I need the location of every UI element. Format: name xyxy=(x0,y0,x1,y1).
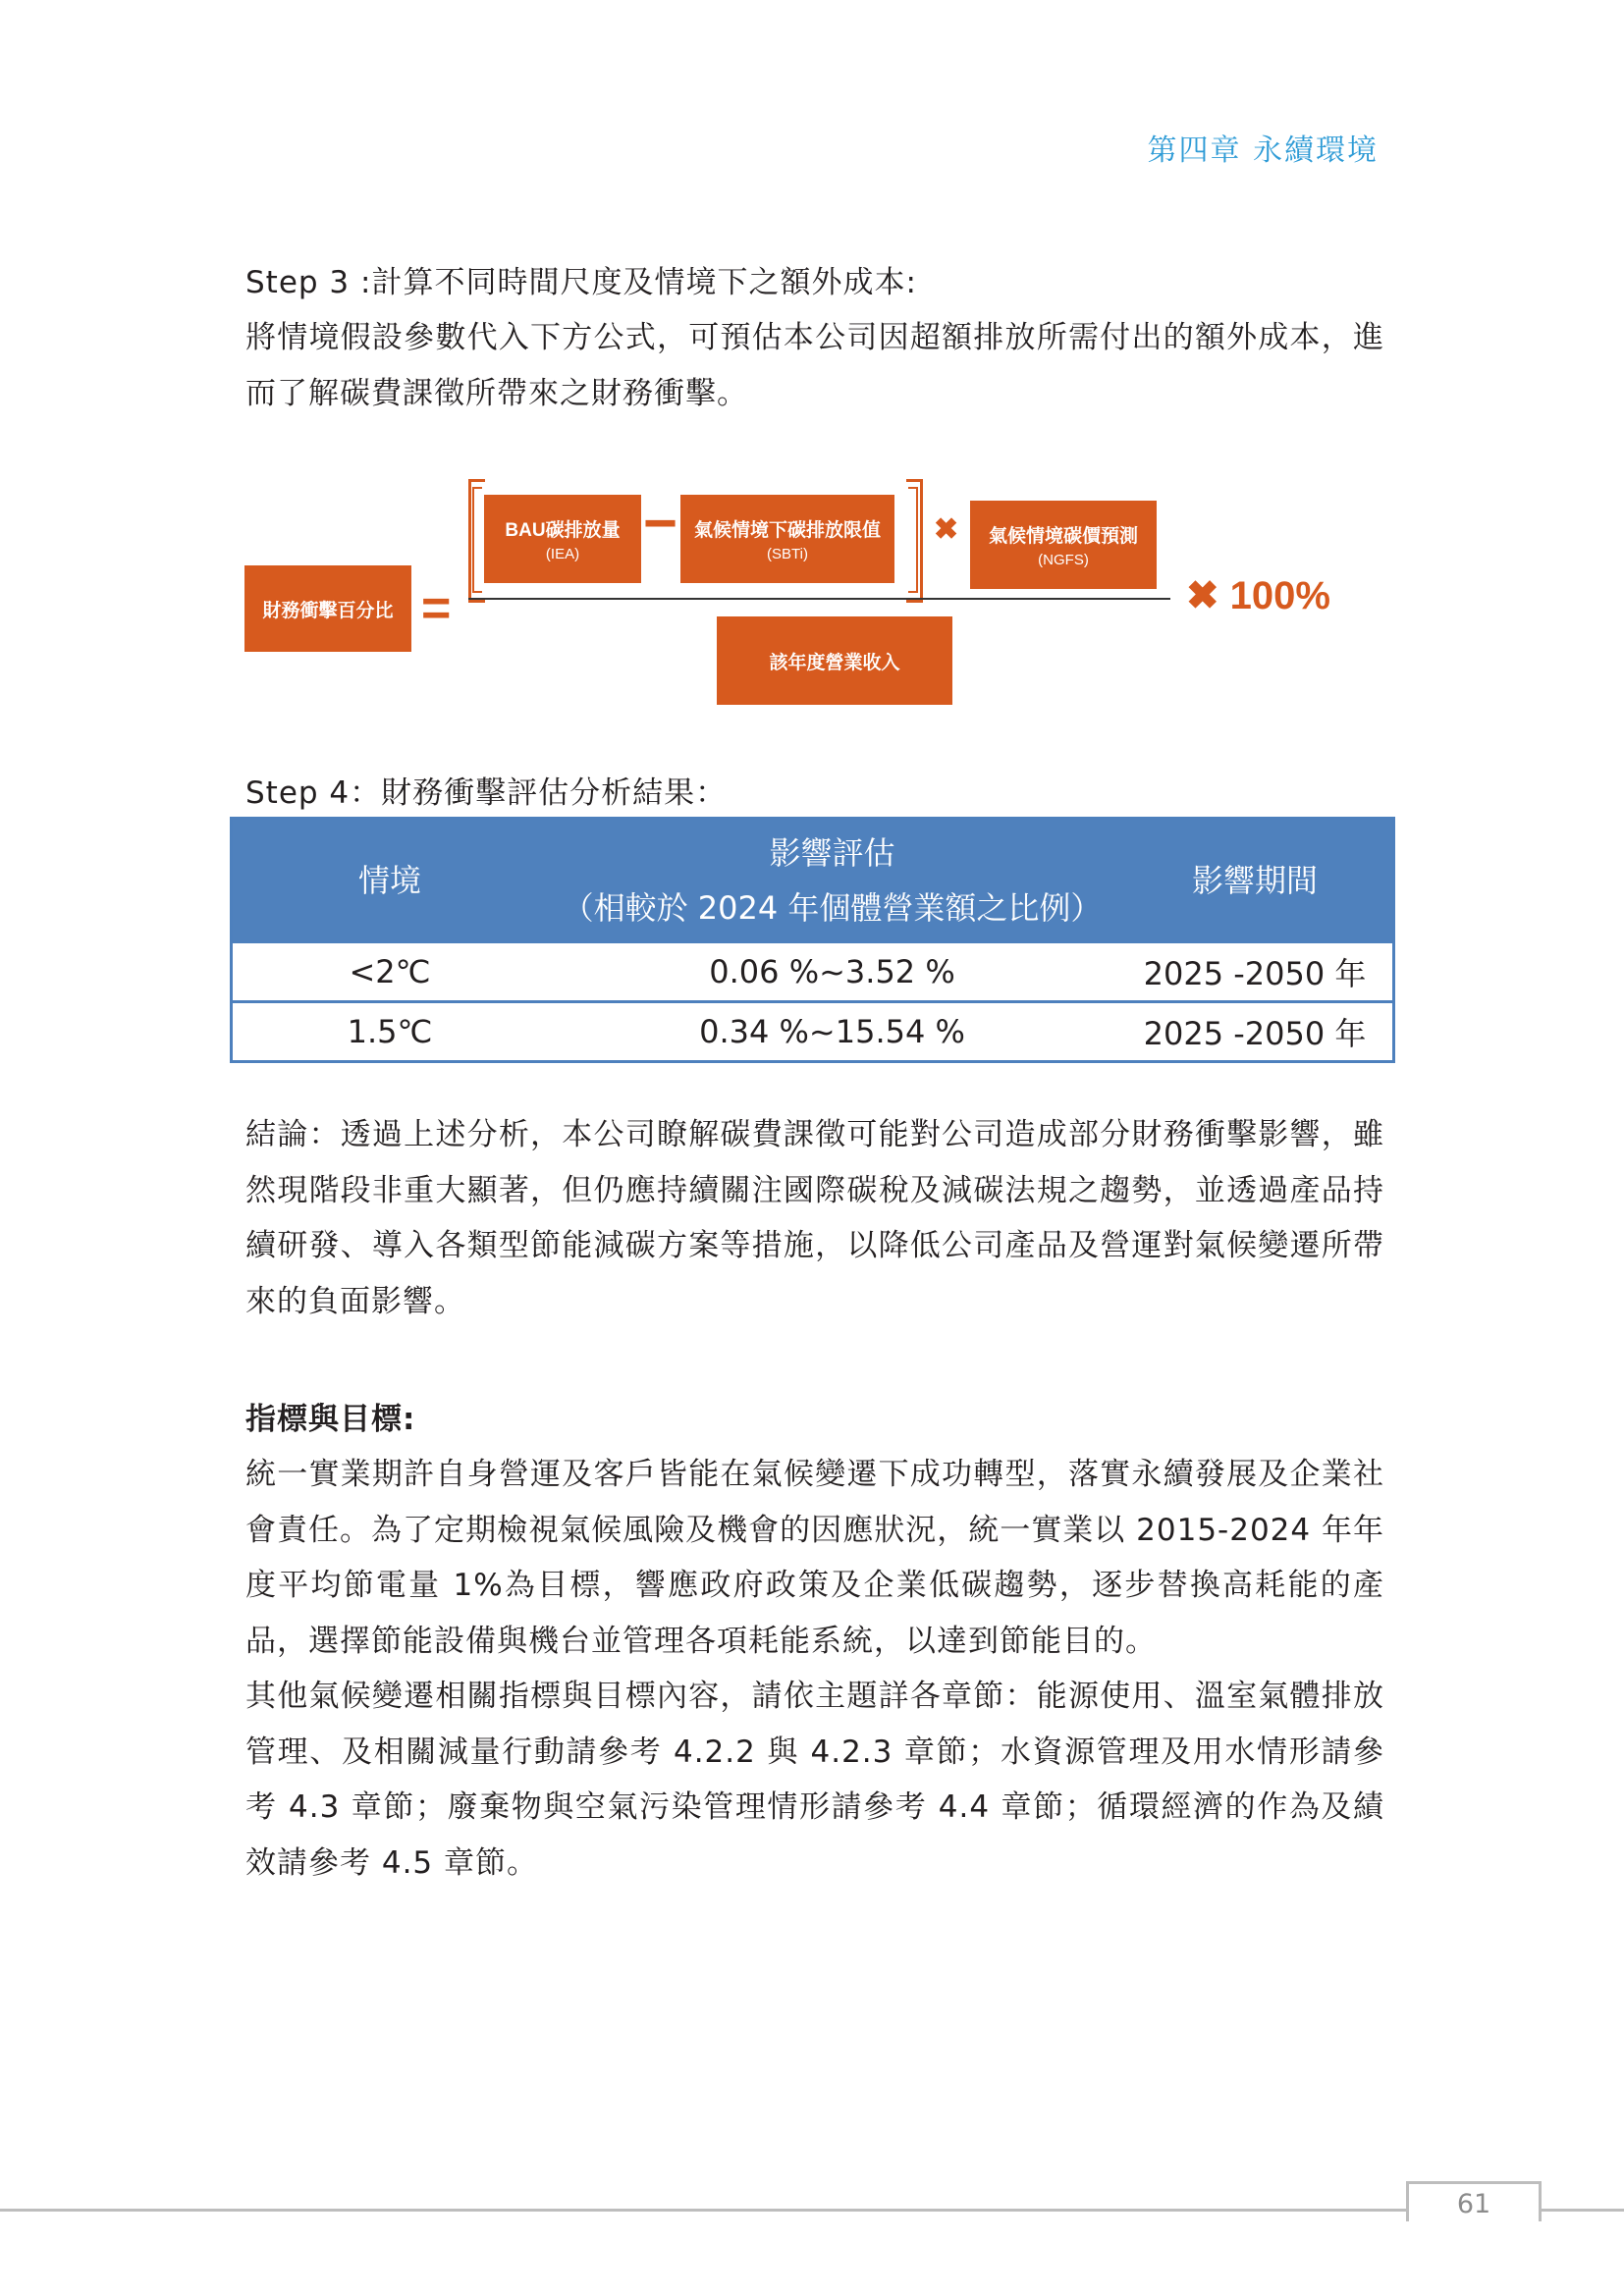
targets-paragraph-1: 統一實業期許自身營運及客戶皆能在氣候變遷下成功轉型，落實永續發展及企業社會責任。為了定期檢視氣候風險及機會的因應狀況，統一實業以 2015-2024 年年度平均節電量 1%為目標，響應政府政策及企業低碳趨勢，逐步替換高耗能的產品，選擇節能設備與機台並管理各項耗能系統，以達到節能目的。 xyxy=(245,1457,1384,1659)
table-row xyxy=(232,1002,1394,1062)
header-impact-subtitle: （相較於 2024 年個體營業額之比例） xyxy=(562,888,1103,927)
right-bracket-inner xyxy=(908,487,918,593)
minus-sign: − xyxy=(643,490,678,556)
header-period: 影響期間 xyxy=(1117,819,1394,942)
impact-cell: 0.34 %~15.54 % xyxy=(547,1002,1117,1062)
price-source: (NGFS) xyxy=(1038,552,1089,568)
limit-box xyxy=(680,495,894,583)
formula-diagram xyxy=(241,471,1370,717)
result-label: 財務衝擊百分比 xyxy=(262,600,394,621)
limit-label: 氣候情境下碳排放限值 xyxy=(693,520,881,541)
bau-label: BAU碳排放量 xyxy=(505,520,621,541)
footer-line xyxy=(0,2209,1624,2212)
period-cell: 2025 -2050 年 xyxy=(1117,1002,1394,1062)
equals-sign: = xyxy=(421,580,452,637)
header-impact xyxy=(547,819,1117,942)
scenario-cell: <2℃ xyxy=(232,942,548,1002)
multiply-sign: ✖ xyxy=(934,513,959,546)
scenario-cell: 1.5℃ xyxy=(232,1002,548,1062)
impact-table xyxy=(230,817,1395,1063)
revenue-label: 該年度營業收入 xyxy=(769,652,900,673)
bau-source: (IEA) xyxy=(545,546,580,562)
page-number: 61 xyxy=(1406,2181,1542,2221)
period-cell: 2025 -2050 年 xyxy=(1117,942,1394,1002)
header-scenario: 情境 xyxy=(232,819,548,942)
percent-multiplier: ✖ 100% xyxy=(1186,574,1330,617)
price-label: 氣候情境碳價預測 xyxy=(988,526,1138,547)
price-box xyxy=(970,501,1157,589)
bau-box xyxy=(484,495,641,583)
step3-text: 將情境假設參數代入下方公式，可預估本公司因超額排放所需付出的額外成本，進而了解碳費課徵所帶來之財務衝擊。 xyxy=(245,320,1384,411)
result-box xyxy=(244,565,411,652)
revenue-box xyxy=(717,616,952,705)
chapter-title: 第四章 永續環境 xyxy=(1147,133,1379,168)
step4-title: Step 4：財務衝擊評估分析結果： xyxy=(245,775,728,811)
conclusion-text: 結論：透過上述分析，本公司瞭解碳費課徵可能對公司造成部分財務衝擊影響，雖然現階段非重大顯著，但仍應持續關注國際碳稅及減碳法規之趨勢，並透過產品持續研發、導入各類型節能減碳方案等措施，以降低公司產品及營運對氣候變遷所帶來的負面影響。 xyxy=(245,1117,1384,1319)
table-header-row xyxy=(232,819,1394,942)
step3-title: Step 3 :計算不同時間尺度及情境下之額外成本: xyxy=(245,265,917,300)
limit-source: (SBTi) xyxy=(767,546,808,562)
left-bracket-inner xyxy=(472,487,482,593)
table-row xyxy=(232,942,1394,1002)
header-impact-title: 影響評估 xyxy=(769,833,895,872)
targets-paragraph-2: 其他氣候變遷相關指標與目標內容，請依主題詳各章節：能源使用、溫室氣體排放管理、及相關減量行動請參考 4.2.2 與 4.2.3 章節；水資源管理及用水情形請參考 4.3 章節；廢棄物與空氣污染管理情形請參考 4.4 章節；循環經濟的作為及績效請參考 4.5 章節。 xyxy=(245,1679,1384,1881)
fraction-line xyxy=(468,598,1170,600)
targets-heading: 指標與目標: xyxy=(245,1402,416,1437)
impact-cell: 0.06 %~3.52 % xyxy=(547,942,1117,1002)
